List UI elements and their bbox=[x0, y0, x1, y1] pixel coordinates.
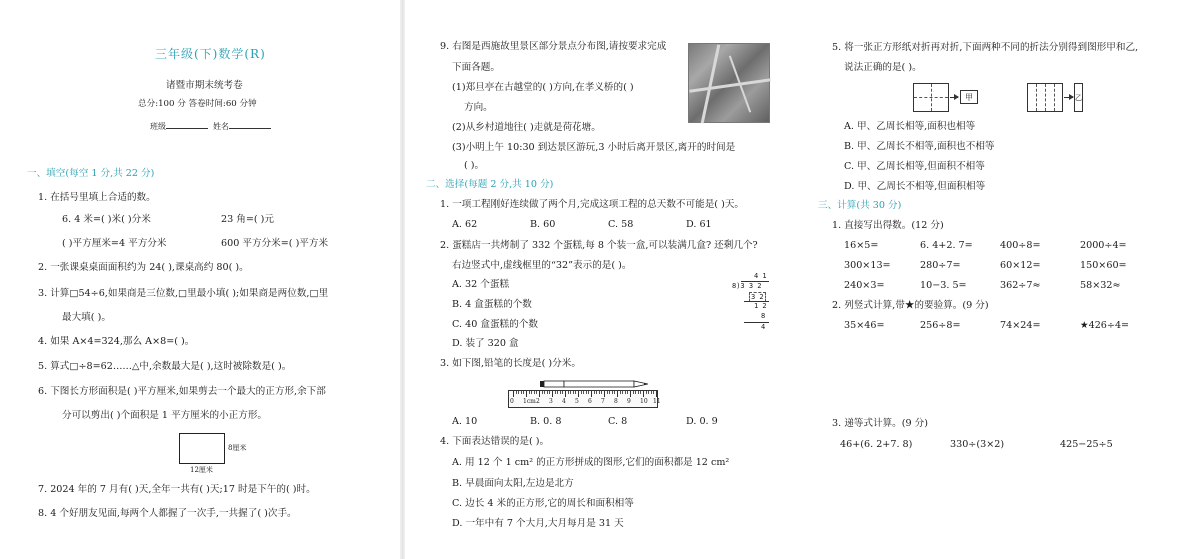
calc-r2-c4: 150×60= bbox=[1080, 260, 1127, 271]
ruler-minor-tick bbox=[651, 391, 652, 394]
ruler-minor-tick bbox=[625, 391, 626, 394]
long-division-figure bbox=[730, 272, 770, 334]
q7-text: 7. 2024 年的 7 月有( )天,全年一共有( )天;17 时是下午的( )时。 bbox=[38, 484, 316, 495]
shape-jia: 甲 bbox=[960, 90, 978, 104]
q1c-text: ( )平方厘米=4 平方分米 bbox=[62, 238, 167, 249]
fold-figure-jia-square bbox=[913, 83, 949, 112]
q9b-text: 下面各题。 bbox=[452, 62, 500, 73]
c1-text: 1. 一项工程刚好连续做了两个月,完成这项工程的总天数不可能是( )天。 bbox=[440, 199, 745, 210]
ruler-label: 0 bbox=[510, 398, 514, 405]
ruler-label: 10 bbox=[640, 398, 648, 405]
q9a-text: 9. 右图是西施故里景区部分景点分布图,请按要求完成 bbox=[440, 41, 667, 52]
q9-2-text: (2)从乡村道地往( )走就是荷花塘。 bbox=[452, 122, 601, 133]
ruler-minor-tick bbox=[599, 391, 600, 394]
ruler-minor-tick bbox=[562, 391, 563, 394]
ruler-minor-tick bbox=[521, 391, 522, 394]
calc-r1-c2: 6. 4+2. 7= bbox=[920, 240, 973, 251]
q5-text: 5. 算式□÷8=62……△中,余数最大是( ),这时被除数是( )。 bbox=[38, 361, 292, 372]
ruler-minor-tick bbox=[581, 391, 582, 394]
c3-option-b: B. 0. 8 bbox=[530, 416, 562, 427]
q9-1b-text: 方向。 bbox=[464, 102, 493, 113]
ruler-label: 4 bbox=[562, 398, 566, 405]
ruler-minor-tick bbox=[620, 391, 621, 394]
q9-3a-text: (3)小明上午 10:30 到达景区游玩,3 小时后离开景区,离开的时间是 bbox=[452, 142, 736, 153]
ruler-minor-tick bbox=[570, 391, 571, 394]
ruler-minor-tick bbox=[523, 391, 524, 394]
vertical-calc-4: ★426÷4= bbox=[1080, 320, 1130, 331]
q4-text: 4. 如果 A×4=324,那么 A×8=( )。 bbox=[38, 336, 195, 347]
vertical-calc-2: 256÷8= bbox=[920, 320, 961, 331]
q3b-text: 最大填( )。 bbox=[62, 312, 111, 323]
c2-option-c: C. 40 盒蛋糕的个数 bbox=[452, 319, 538, 330]
stepwise-calc-1: 46+(6. 2+7. 8) bbox=[840, 439, 913, 450]
ruler-minor-tick bbox=[531, 391, 532, 394]
ruler-minor-tick bbox=[516, 391, 517, 394]
q1a-text: 6. 4 米=( )米( )分米 bbox=[62, 214, 151, 225]
ruler bbox=[508, 390, 661, 408]
s2-text: 2. 列竖式计算,带★的要验算。(9 分) bbox=[832, 300, 989, 311]
stepwise-calc-3: 425−25÷5 bbox=[1060, 439, 1113, 450]
c4-option-c: C. 边长 4 米的正方形,它的周长和面积相等 bbox=[452, 498, 634, 509]
page-title: 三年级(下)数学(R) bbox=[155, 47, 266, 61]
ruler-label: 2 bbox=[536, 398, 540, 405]
ruler-minor-tick bbox=[560, 391, 561, 394]
ruler-tick bbox=[591, 391, 592, 397]
ruler-label: 1cm bbox=[523, 398, 536, 405]
q1d-text: 600 平方分米=( )平方米 bbox=[221, 238, 329, 249]
s1-text: 1. 直接写出得数。(12 分) bbox=[832, 220, 944, 231]
ruler-minor-tick bbox=[557, 391, 558, 394]
ruler-tick bbox=[643, 391, 644, 397]
division-dividend: 8)3 3 2 bbox=[732, 282, 762, 290]
ruler-minor-tick bbox=[638, 391, 639, 394]
c3-text: 3. 如下图,铅笔的长度是( )分米。 bbox=[440, 358, 581, 369]
section-2-heading: 二、选择(每题 2 分,共 10 分) bbox=[426, 179, 554, 190]
ruler-minor-tick bbox=[633, 391, 634, 394]
division-quotient: 4 1 bbox=[754, 272, 767, 280]
fold-figure-yi-square bbox=[1027, 83, 1063, 112]
arrow-to-yi-icon bbox=[1064, 97, 1073, 98]
q5-option-c: C. 甲、乙周长相等,但面积不相等 bbox=[844, 161, 985, 172]
scenic-map-image bbox=[688, 43, 770, 123]
ruler-tick bbox=[513, 391, 514, 397]
calc-r1-c4: 2000÷4= bbox=[1080, 240, 1127, 251]
q2-text: 2. 一张课桌桌面面积约为 24( ),课桌高约 80( )。 bbox=[38, 262, 249, 273]
ruler-label: 3 bbox=[549, 398, 553, 405]
ruler-minor-tick bbox=[555, 391, 556, 394]
q9-1a-text: (1)郑旦亭在古越堂的( )方向,在孝义桥的( ) bbox=[452, 82, 634, 93]
division-dashed-32: 3 2 bbox=[751, 293, 764, 301]
ruler-minor-tick bbox=[612, 391, 613, 394]
rect-width-label: 12厘米 bbox=[190, 466, 213, 474]
arrow-to-jia-icon bbox=[950, 97, 958, 98]
ruler-label: 7 bbox=[601, 398, 605, 405]
q5-option-d: D. 甲、乙周长不相等,但面积相等 bbox=[844, 181, 986, 192]
division-step-12: 1 2 bbox=[754, 302, 767, 310]
exam-meta: 总分:100 分 答卷时间:60 分钟 bbox=[138, 99, 257, 109]
c1-option-a: A. 62 bbox=[452, 219, 478, 230]
q1b-text: 23 角=( )元 bbox=[221, 214, 275, 225]
ruler-minor-tick bbox=[614, 391, 615, 394]
ruler-minor-tick bbox=[609, 391, 610, 394]
ruler-minor-tick bbox=[594, 391, 595, 394]
ruler-tick bbox=[539, 391, 540, 397]
c1-option-c: C. 58 bbox=[608, 219, 634, 230]
calc-r3-c2: 10−3. 5= bbox=[920, 280, 967, 291]
ruler-minor-tick bbox=[534, 391, 535, 394]
ruler-minor-tick bbox=[653, 391, 654, 394]
ruler-minor-tick bbox=[549, 391, 550, 394]
ruler-minor-tick bbox=[518, 391, 519, 394]
q5-option-a: A. 甲、乙周长相等,面积也相等 bbox=[844, 121, 976, 132]
q6a-text: 6. 下图长方形面积是( )平方厘米,如果剪去一个最大的正方形,余下部 bbox=[38, 386, 326, 397]
q6b-text: 分可以剪出( )个面积是 1 平方厘米的小正方形。 bbox=[62, 410, 268, 421]
calc-r2-c2: 280÷7= bbox=[920, 260, 961, 271]
q3a-text: 3. 计算□54÷6,如果商是三位数,□里最小填( );如果商是两位数,□里 bbox=[38, 288, 329, 299]
ruler-minor-tick bbox=[607, 391, 608, 394]
c2b-text: 右边竖式中,虚线框里的“32”表示的是( )。 bbox=[452, 260, 632, 271]
ruler-minor-tick bbox=[544, 391, 545, 394]
ruler-minor-tick bbox=[635, 391, 636, 394]
rectangle-figure bbox=[179, 433, 225, 464]
exam-subtitle: 诸暨市期末统考卷 bbox=[166, 80, 243, 91]
q5b-text: 说法正确的是( )。 bbox=[844, 62, 922, 73]
ruler-tick bbox=[617, 391, 618, 397]
calc-r2-c1: 300×13= bbox=[844, 260, 891, 271]
stepwise-calc-2: 330÷(3×2) bbox=[950, 439, 1005, 450]
ruler-minor-tick bbox=[568, 391, 569, 394]
c4-text: 4. 下面表达错误的是( )。 bbox=[440, 436, 550, 447]
name-field[interactable]: 姓名 bbox=[213, 121, 271, 132]
ruler-tick bbox=[578, 391, 579, 397]
c2a-text: 2. 蛋糕店一共烤制了 332 个蛋糕,每 8 个装一盒,可以装满几盒? 还剩几个? bbox=[440, 240, 758, 251]
calc-r1-c3: 400÷8= bbox=[1000, 240, 1041, 251]
ruler-tick bbox=[604, 391, 605, 397]
ruler-minor-tick bbox=[575, 391, 576, 394]
ruler-minor-tick bbox=[646, 391, 647, 394]
vertical-calc-1: 35×46= bbox=[844, 320, 885, 331]
ruler-minor-tick bbox=[573, 391, 574, 394]
c2-option-a: A. 32 个蛋糕 bbox=[452, 279, 510, 290]
ruler-label: 9 bbox=[627, 398, 631, 405]
ruler-tick bbox=[565, 391, 566, 397]
shape-yi: 乙 bbox=[1074, 83, 1083, 112]
division-remainder: 4 bbox=[761, 323, 766, 331]
ruler-minor-tick bbox=[588, 391, 589, 394]
ruler-minor-tick bbox=[529, 391, 530, 394]
ruler-tick bbox=[526, 391, 527, 397]
q5a-text: 5. 将一张正方形纸对折再对折,下面两种不同的折法分别得到图形甲和乙, bbox=[832, 42, 1139, 53]
c2-option-d: D. 装了 320 盒 bbox=[452, 338, 519, 349]
c3-option-d: D. 0. 9 bbox=[686, 416, 718, 427]
c4-option-d: D. 一年中有 7 个大月,大月每月是 31 天 bbox=[452, 518, 624, 529]
division-step-8: 8 bbox=[761, 312, 766, 320]
ruler-minor-tick bbox=[596, 391, 597, 394]
calc-r3-c4: 58×32≈ bbox=[1080, 280, 1121, 291]
class-field[interactable]: 班级 bbox=[150, 121, 208, 132]
rect-height-label: 8厘米 bbox=[228, 444, 247, 452]
ruler-label: 5 bbox=[575, 398, 579, 405]
ruler-tick bbox=[630, 391, 631, 397]
ruler-label: 11 bbox=[653, 398, 661, 405]
column-left bbox=[0, 0, 402, 559]
q9-3b-text: ( )。 bbox=[464, 160, 485, 171]
ruler-tick bbox=[552, 391, 553, 397]
ruler-tick bbox=[656, 391, 657, 397]
ruler-minor-tick bbox=[536, 391, 537, 394]
ruler-minor-tick bbox=[601, 391, 602, 394]
ruler-minor-tick bbox=[640, 391, 641, 394]
c3-option-c: C. 8 bbox=[608, 416, 628, 427]
q5-option-b: B. 甲、乙周长不相等,面积也不相等 bbox=[844, 141, 995, 152]
c4-option-b: B. 早晨面向太阳,左边是北方 bbox=[452, 478, 574, 489]
ruler-minor-tick bbox=[542, 391, 543, 394]
section-3-heading: 三、计算(共 30 分) bbox=[818, 200, 902, 211]
calc-r1-c1: 16×5= bbox=[844, 240, 879, 251]
c1-option-b: B. 60 bbox=[530, 219, 556, 230]
calc-r2-c3: 60×12= bbox=[1000, 260, 1041, 271]
s3-text: 3. 递等式计算。(9 分) bbox=[832, 418, 928, 429]
ruler-minor-tick bbox=[622, 391, 623, 394]
ruler-minor-tick bbox=[547, 391, 548, 394]
pencil-icon bbox=[540, 380, 648, 388]
ruler-minor-tick bbox=[586, 391, 587, 394]
c2-option-b: B. 4 盒蛋糕的个数 bbox=[452, 299, 532, 310]
c3-option-a: A. 10 bbox=[452, 416, 478, 427]
calc-r3-c3: 362÷7≈ bbox=[1000, 280, 1041, 291]
section-1-heading: 一、填空(每空 1 分,共 22 分) bbox=[27, 168, 155, 179]
q1-text: 1. 在括号里填上合适的数。 bbox=[38, 192, 156, 203]
ruler-label: 6 bbox=[588, 398, 592, 405]
ruler-minor-tick bbox=[627, 391, 628, 394]
calc-r3-c1: 240×3= bbox=[844, 280, 885, 291]
ruler-minor-tick bbox=[648, 391, 649, 394]
column-right bbox=[808, 0, 1200, 559]
c1-option-d: D. 61 bbox=[686, 219, 712, 230]
q8-text: 8. 4 个好朋友见面,每两个人都握了一次手,一共握了( )次手。 bbox=[38, 508, 297, 519]
c4-option-a: A. 用 12 个 1 cm² 的正方形拼成的图形,它们的面积都是 12 cm² bbox=[452, 457, 730, 468]
vertical-calc-3: 74×24= bbox=[1000, 320, 1041, 331]
ruler-label: 8 bbox=[614, 398, 618, 405]
ruler-minor-tick bbox=[583, 391, 584, 394]
